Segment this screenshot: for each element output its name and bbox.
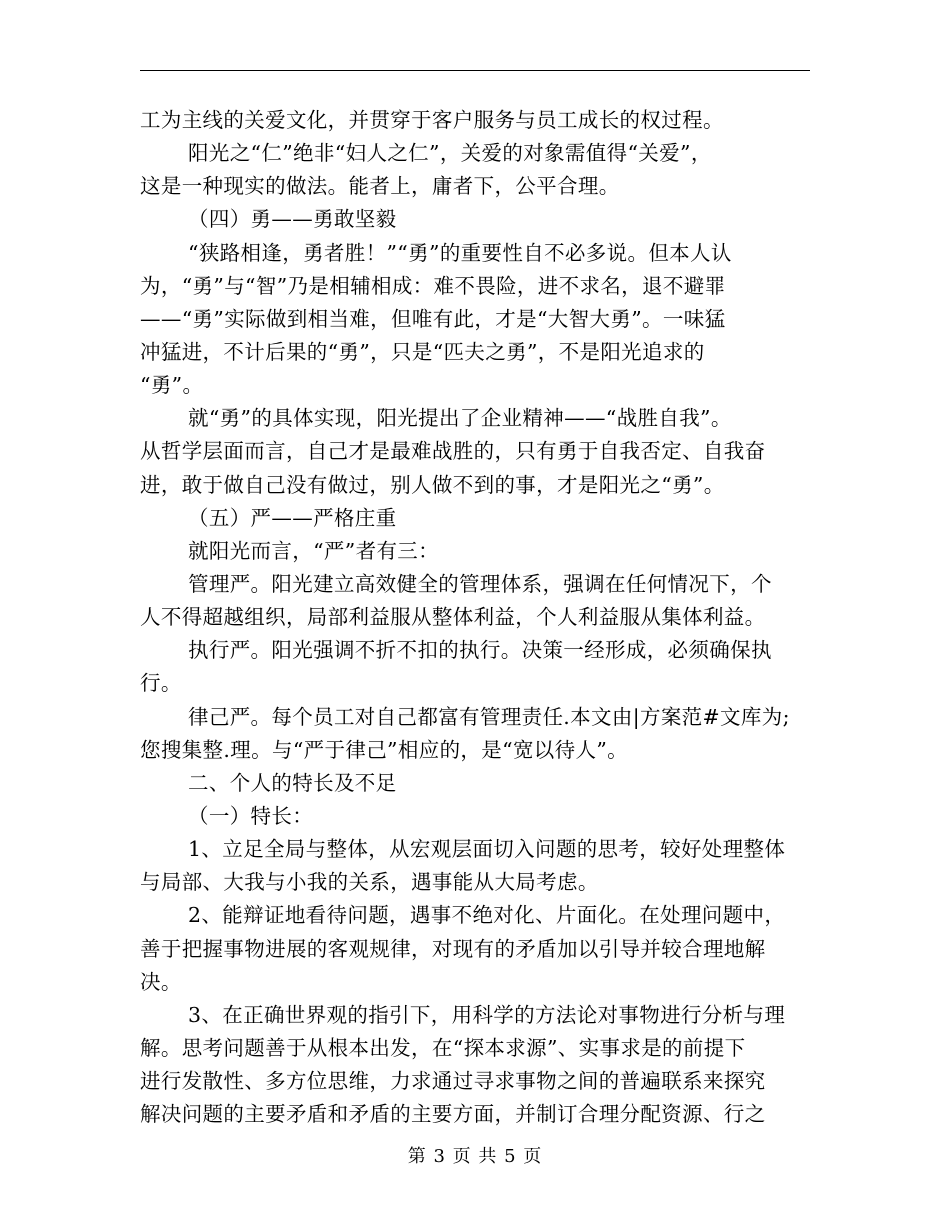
text-line: 人不得超越组织，局部利益服从整体利益，个人利益服从集体利益。 bbox=[140, 605, 766, 630]
text-line: （五）严——严格庄重 bbox=[188, 505, 397, 530]
text-line: 工为主线的关爱文化，并贯穿于客户服务与员工成长的权过程。 bbox=[140, 108, 724, 132]
text-line: “狭路相逢，勇者胜！”“勇”的重要性自不必多说。但本人认 bbox=[188, 240, 732, 265]
text-line: 执行严。阳光强调不折不扣的执行。决策一经形成，必须确保执 bbox=[188, 638, 772, 663]
text-line: 行。 bbox=[140, 671, 182, 696]
text-line: （一）特长： bbox=[188, 803, 314, 828]
text-line: 为，“勇”与“智”乃是相辅相成：难不畏险，进不求名，退不避罪 bbox=[140, 273, 726, 298]
text-line: 二、个人的特长及不足 bbox=[188, 770, 397, 795]
text-line: 决。 bbox=[140, 969, 182, 994]
text-line: “勇”。 bbox=[140, 373, 204, 398]
text-line: 1、立足全局与整体，从宏观层面切入问题的思考，较好处理整体 bbox=[188, 837, 786, 862]
text-line: 解。思考问题善于从根本出发，在“探本求源”、实事求是的前提下 bbox=[140, 1035, 746, 1060]
text-line: 进，敢于做自己没有做过，别人做不到的事，才是阳光之“勇”。 bbox=[140, 472, 725, 497]
text-line: （四）勇——勇敢坚毅 bbox=[188, 207, 397, 232]
text-line: 就“勇”的具体实现，阳光提出了企业精神——“战胜自我”。 bbox=[188, 406, 732, 431]
document-body bbox=[140, 104, 812, 1131]
header-rule bbox=[140, 70, 810, 71]
text-line: 就阳光而言，“严”者有三： bbox=[188, 538, 440, 563]
text-line: 律己严。每个员工对自己都富有管理责任.本文由|方案范#文库为; bbox=[188, 704, 790, 729]
text-line: ——“勇”实际做到相当难，但唯有此，才是“大智大勇”。一味猛 bbox=[140, 306, 726, 331]
text-line: 2、能辩证地看待问题，遇事不绝对化、片面化。在处理问题中， bbox=[188, 903, 786, 928]
page-footer: 第 3 页 共 5 页 bbox=[407, 1146, 543, 1167]
text-line: 善于把握事物进展的客观规律，对现有的矛盾加以引导并较合理地解 bbox=[140, 936, 766, 961]
text-line: 管理严。阳光建立高效健全的管理体系，强调在任何情况下，个 bbox=[188, 571, 772, 596]
text-line: 阳光之“仁”绝非“妇人之仁”，关爱的对象需值得“关爱”， bbox=[188, 141, 712, 166]
text-line: 您搜集整.理。与“严于律己”相应的，是“宽以待人”。 bbox=[140, 737, 629, 762]
text-line: 这是一种现实的做法。能者上，庸者下，公平合理。 bbox=[140, 174, 620, 199]
text-line: 冲猛进，不计后果的“勇”，只是“匹夫之勇”，不是阳光追求的 bbox=[140, 339, 705, 364]
text-line: 从哲学层面而言，自己才是最难战胜的，只有勇于自我否定、自我奋 bbox=[140, 439, 766, 464]
text-line: 解决问题的主要矛盾和矛盾的主要方面，并制订合理分配资源、行之 bbox=[140, 1102, 766, 1127]
text-line: 3、在正确世界观的指引下，用科学的方法论对事物进行分析与理 bbox=[188, 1002, 786, 1027]
text-line: 与局部、大我与小我的关系，遇事能从大局考虑。 bbox=[140, 870, 599, 895]
text-line: 进行发散性、多方位思维，力求通过寻求事物之间的普遍联系来探究 bbox=[140, 1069, 766, 1094]
